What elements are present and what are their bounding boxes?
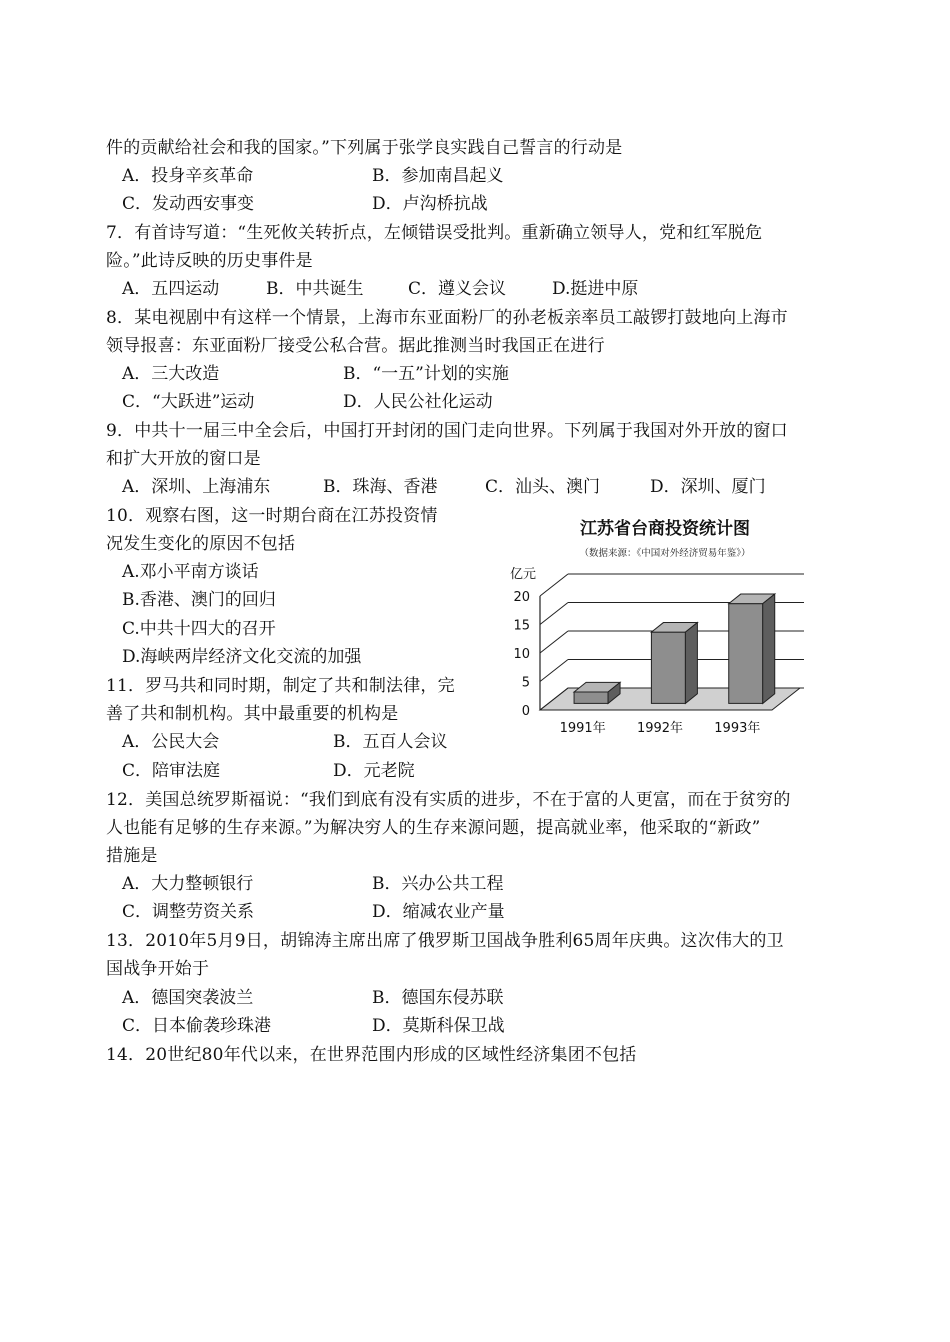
chart-svg <box>500 510 830 740</box>
bar-side <box>763 594 775 703</box>
q9-stem-2: 和扩大开放的窗口是 <box>106 449 261 469</box>
q9-option-d: D．深圳、厦门 <box>650 477 766 497</box>
q8-stem-1: 8．某电视剧中有这样一个情景，上海市东亚面粉厂的孙老板亲率员工敲锣打鼓地向上海市 <box>106 308 788 328</box>
q12-option-c: C．调整劳资关系 <box>122 902 255 922</box>
q10-option-c: C.中共十四大的召开 <box>122 619 276 639</box>
q13-option-c: C．日本偷袭珍珠港 <box>122 1016 272 1036</box>
q11-option-d: D．元老院 <box>333 761 415 781</box>
q11-stem-1: 11．罗马共和同时期，制定了共和制法律，完 <box>106 676 455 696</box>
q10-stem-2: 况发生变化的原因不包括 <box>106 534 296 554</box>
q8-option-a: A．三大改造 <box>122 364 220 384</box>
q9-option-b: B．珠海、香港 <box>323 477 438 497</box>
q9-option-a: A．深圳、上海浦东 <box>122 477 271 497</box>
q8-option-d: D．人民公社化运动 <box>343 392 493 412</box>
q6-option-b: B．参加南昌起义 <box>372 166 504 186</box>
x-tick-label: 1993年 <box>714 721 761 736</box>
x-tick-label: 1992年 <box>636 721 684 736</box>
q7-option-c: C．遵义会议 <box>408 279 507 299</box>
q13-option-a: A．德国突袭波兰 <box>122 988 254 1008</box>
q12-stem-2: 人也能有足够的生存来源。”为解决穷人的生存来源问题，提高就业率，他采取的“新政” <box>106 818 761 838</box>
chart-ylabel: 亿元 <box>510 567 537 582</box>
q6-option-d: D．卢沟桥抗战 <box>372 194 488 214</box>
y-tick-label: 10 <box>513 647 530 662</box>
chart-bars <box>574 594 775 703</box>
q8-stem-2: 领导报喜：东亚面粉厂接受公私合营。据此推测当时我国正在进行 <box>106 336 605 356</box>
y-tick-label: 15 <box>513 618 530 634</box>
q8-option-b: B．“一五”计划的实施 <box>343 364 509 384</box>
q9-stem-1: 9．中共十一届三中全会后，中国打开封闭的国门走向世界。下列属于我国对外开放的窗口 <box>106 421 788 441</box>
y-tick-label: 5 <box>521 675 530 691</box>
q11-option-c: C．陪审法庭 <box>122 761 221 781</box>
taiwan-investment-chart <box>500 510 830 740</box>
q12-option-b: B．兴办公共工程 <box>372 874 504 894</box>
q13-stem-2: 国战争开始于 <box>106 959 210 979</box>
bar-front <box>729 604 763 704</box>
bar-front <box>651 632 685 703</box>
q6-stem-tail: 件的贡献给社会和我的国家。”下列属于张学良实践自己誓言的行动是 <box>106 138 623 158</box>
q6-option-a: A．投身辛亥革命 <box>122 166 254 186</box>
x-tick-label: 1991年 <box>559 721 606 736</box>
q6-option-c: C．发动西安事变 <box>122 194 255 214</box>
q7-stem-2: 险。”此诗反映的历史事件是 <box>106 251 313 271</box>
q11-option-b: B．五百人会议 <box>333 732 448 752</box>
q10-option-a: A.邓小平南方谈话 <box>122 562 259 582</box>
q12-option-d: D．缩减农业产量 <box>372 902 505 922</box>
q10-stem-1: 10．观察右图，这一时期台商在江苏投资情 <box>106 506 438 526</box>
gridline-diag <box>540 631 568 653</box>
chart-title: 江苏省台商投资统计图 <box>580 519 750 539</box>
y-tick-label: 20 <box>513 590 530 605</box>
q7-option-b: B．中共诞生 <box>266 279 364 299</box>
y-tick-label: 0 <box>521 704 530 719</box>
q11-stem-2: 善了共和制机构。其中最重要的机构是 <box>106 704 399 724</box>
q10-option-b: B.香港、澳门的回归 <box>122 590 276 610</box>
q13-option-b: B．德国东侵苏联 <box>372 988 504 1008</box>
chart-subtitle: （数据来源：《中国对外经济贸易年鉴》） <box>579 548 751 559</box>
q10-option-d: D.海峡两岸经济文化交流的加强 <box>122 647 362 667</box>
gridline-diag <box>540 660 568 682</box>
q11-option-a: A．公民大会 <box>122 732 220 752</box>
q12-option-a: A．大力整顿银行 <box>122 874 254 894</box>
q14-stem: 14．20世纪80年代以来，在世界范围内形成的区域性经济集团不包括 <box>106 1045 637 1065</box>
bar-front <box>574 692 608 703</box>
q12-stem-3: 措施是 <box>106 846 158 866</box>
bar-side <box>685 623 697 704</box>
gridline-diag <box>540 603 568 625</box>
gridline-diag <box>540 574 568 596</box>
q7-stem-1: 7．有首诗写道：“生死攸关转折点，左倾错误受批判。重新确立领导人，党和红军脱危 <box>106 223 763 243</box>
q9-option-c: C．汕头、澳门 <box>485 477 601 497</box>
q13-option-d: D．莫斯科保卫战 <box>372 1016 505 1036</box>
q8-option-c: C．“大跃进”运动 <box>122 392 255 412</box>
q7-option-d: D.挺进中原 <box>552 279 639 299</box>
q7-option-a: A．五四运动 <box>122 279 220 299</box>
q12-stem-1: 12．美国总统罗斯福说：“我们到底有没有实质的进步，不在于富的人更富，而在于贫穷的 <box>106 790 791 810</box>
chart-ticks <box>513 590 760 736</box>
q13-stem-1: 13．2010年5月9日，胡锦涛主席出席了俄罗斯卫国战争胜利65周年庆典。这次伟大的卫 <box>106 931 784 951</box>
